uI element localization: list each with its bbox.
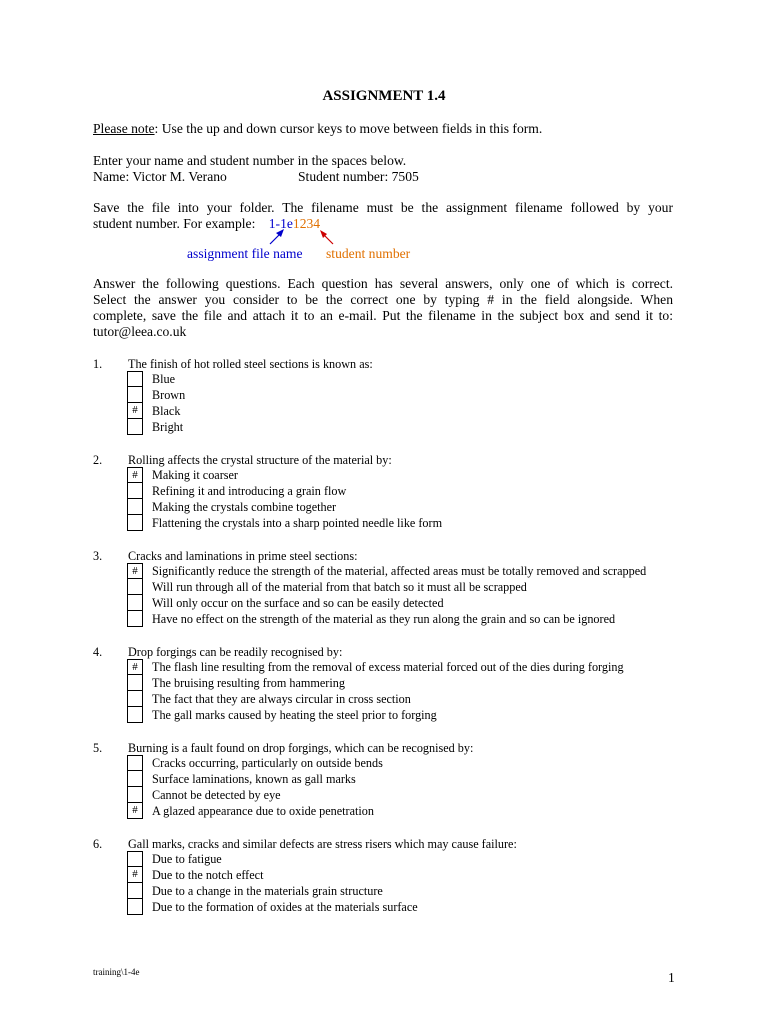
answer-checkbox[interactable] <box>127 691 143 707</box>
question-text: Burning is a fault found on drop forgings, which can be recognised by: <box>128 741 474 755</box>
answer-checkbox[interactable]: # <box>127 467 143 483</box>
question-number: 3. <box>93 549 103 563</box>
student-number-field[interactable]: Student number: 7505 <box>298 169 419 184</box>
save-line-2: student number. For example: <box>93 216 256 231</box>
answer-checkbox[interactable]: # <box>127 659 143 675</box>
answer-text: Surface laminations, known as gall marks <box>152 772 356 786</box>
answer-checkbox[interactable] <box>127 611 143 627</box>
save-line-1: Save the file into your folder. The filename must be the assignment filename followed by your <box>93 200 673 215</box>
instructions-email: tutor@leea.co.uk <box>93 324 187 339</box>
answer-checkbox[interactable] <box>127 883 143 899</box>
answer-text: Black <box>152 404 181 418</box>
instructions-line-3: complete, save the file and attach it to an e-mail. Put the filename in the subject box and send it to: <box>93 308 673 323</box>
answer-text: Making the crystals combine together <box>152 500 337 514</box>
answer-checkbox[interactable]: # <box>127 803 143 819</box>
answer-text: Due to fatigue <box>152 852 222 866</box>
note-text: : Use the up and down cursor keys to move between fields in this form. <box>154 121 543 136</box>
answer-checkbox[interactable] <box>127 787 143 803</box>
question-text: Cracks and laminations in prime steel sections: <box>128 549 358 563</box>
answer-text: Due to the formation of oxides at the materials surface <box>152 900 418 914</box>
answer-text: The fact that they are always circular in cross section <box>152 692 411 706</box>
answer-checkbox[interactable]: # <box>127 563 143 579</box>
answer-checkbox[interactable] <box>127 771 143 787</box>
answer-checkbox[interactable] <box>127 483 143 499</box>
question-text: Rolling affects the crystal structure of the material by: <box>128 453 392 467</box>
label-student-number: student number <box>326 246 411 261</box>
answer-checkbox[interactable] <box>127 371 143 387</box>
question-number: 2. <box>93 453 103 467</box>
answer-text: Due to a change in the materials grain structure <box>152 884 383 898</box>
answer-checkbox[interactable] <box>127 595 143 611</box>
question-text: Gall marks, cracks and similar defects are stress risers which may cause failure: <box>128 837 517 851</box>
answer-checkbox[interactable] <box>127 579 143 595</box>
answer-text: Cannot be detected by eye <box>152 788 281 802</box>
answer-checkbox[interactable]: # <box>127 403 143 419</box>
answer-text: Brown <box>152 388 186 402</box>
answer-text: The bruising resulting from hammering <box>152 676 345 690</box>
filename-arrow-head <box>276 229 284 237</box>
instructions-line-1: Answer the following questions. Each question has several answers, only one of which is correct. <box>93 276 673 291</box>
answer-checkbox[interactable] <box>127 419 143 435</box>
answer-text: Blue <box>152 372 176 386</box>
answer-checkbox[interactable] <box>127 515 143 531</box>
instructions-line-2: Select the answer you consider to be the correct one by typing # in the field alongside. When <box>93 292 673 307</box>
question-number: 1. <box>93 357 103 371</box>
answer-text: Making it coarser <box>152 468 238 482</box>
answer-text: Bright <box>152 420 184 434</box>
answer-text: The gall marks caused by heating the steel prior to forging <box>152 708 437 722</box>
answer-checkbox[interactable] <box>127 387 143 403</box>
answer-text: Flattening the crystals into a sharp pointed needle like form <box>152 516 443 530</box>
answer-text: Will run through all of the material from that batch so it must all be scrapped <box>152 580 527 594</box>
note-label: Please note <box>93 121 155 136</box>
instructions-paragraph <box>93 276 673 340</box>
name-field[interactable]: Name: Victor M. Verano <box>93 169 227 184</box>
answer-checkbox[interactable] <box>127 675 143 691</box>
question-text: The finish of hot rolled steel sections is known as: <box>128 357 373 371</box>
answer-checkbox[interactable] <box>127 899 143 915</box>
answer-checkbox[interactable] <box>127 499 143 515</box>
page-number: 1 <box>668 970 675 985</box>
question-number: 5. <box>93 741 103 755</box>
example-filename-code: 1-1e <box>268 216 293 231</box>
answer-text: Will only occur on the surface and so can be easily detected <box>152 596 444 610</box>
intro-instruction: Enter your name and student number in the spaces below. <box>93 153 407 168</box>
label-assignment-file-name: assignment file name <box>187 246 303 261</box>
footer-file-path: training\1-4e <box>93 967 140 977</box>
question-number: 4. <box>93 645 103 659</box>
answer-text: Due to the notch effect <box>152 868 264 882</box>
question-text: Drop forgings can be readily recognised by: <box>128 645 343 659</box>
answer-checkbox[interactable] <box>127 851 143 867</box>
answer-text: Refining it and introducing a grain flow <box>152 484 347 498</box>
answer-text: Have no effect on the strength of the material as they run along the grain and so can be ignored <box>152 612 616 626</box>
answer-text: Cracks occurring, particularly on outside bends <box>152 756 383 770</box>
answer-checkbox[interactable] <box>127 755 143 771</box>
example-student-number: 1234 <box>292 216 321 231</box>
question-number: 6. <box>93 837 103 851</box>
answer-text: Significantly reduce the strength of the material, affected areas must be totally removed and scrapped <box>152 564 647 578</box>
answer-text: A glazed appearance due to oxide penetration <box>152 804 374 818</box>
answer-checkbox[interactable]: # <box>127 867 143 883</box>
page-title: ASSIGNMENT 1.4 <box>322 88 446 104</box>
answer-checkbox[interactable] <box>127 707 143 723</box>
answer-text: The flash line resulting from the removal of excess material forced out of the dies during forging <box>152 660 624 674</box>
